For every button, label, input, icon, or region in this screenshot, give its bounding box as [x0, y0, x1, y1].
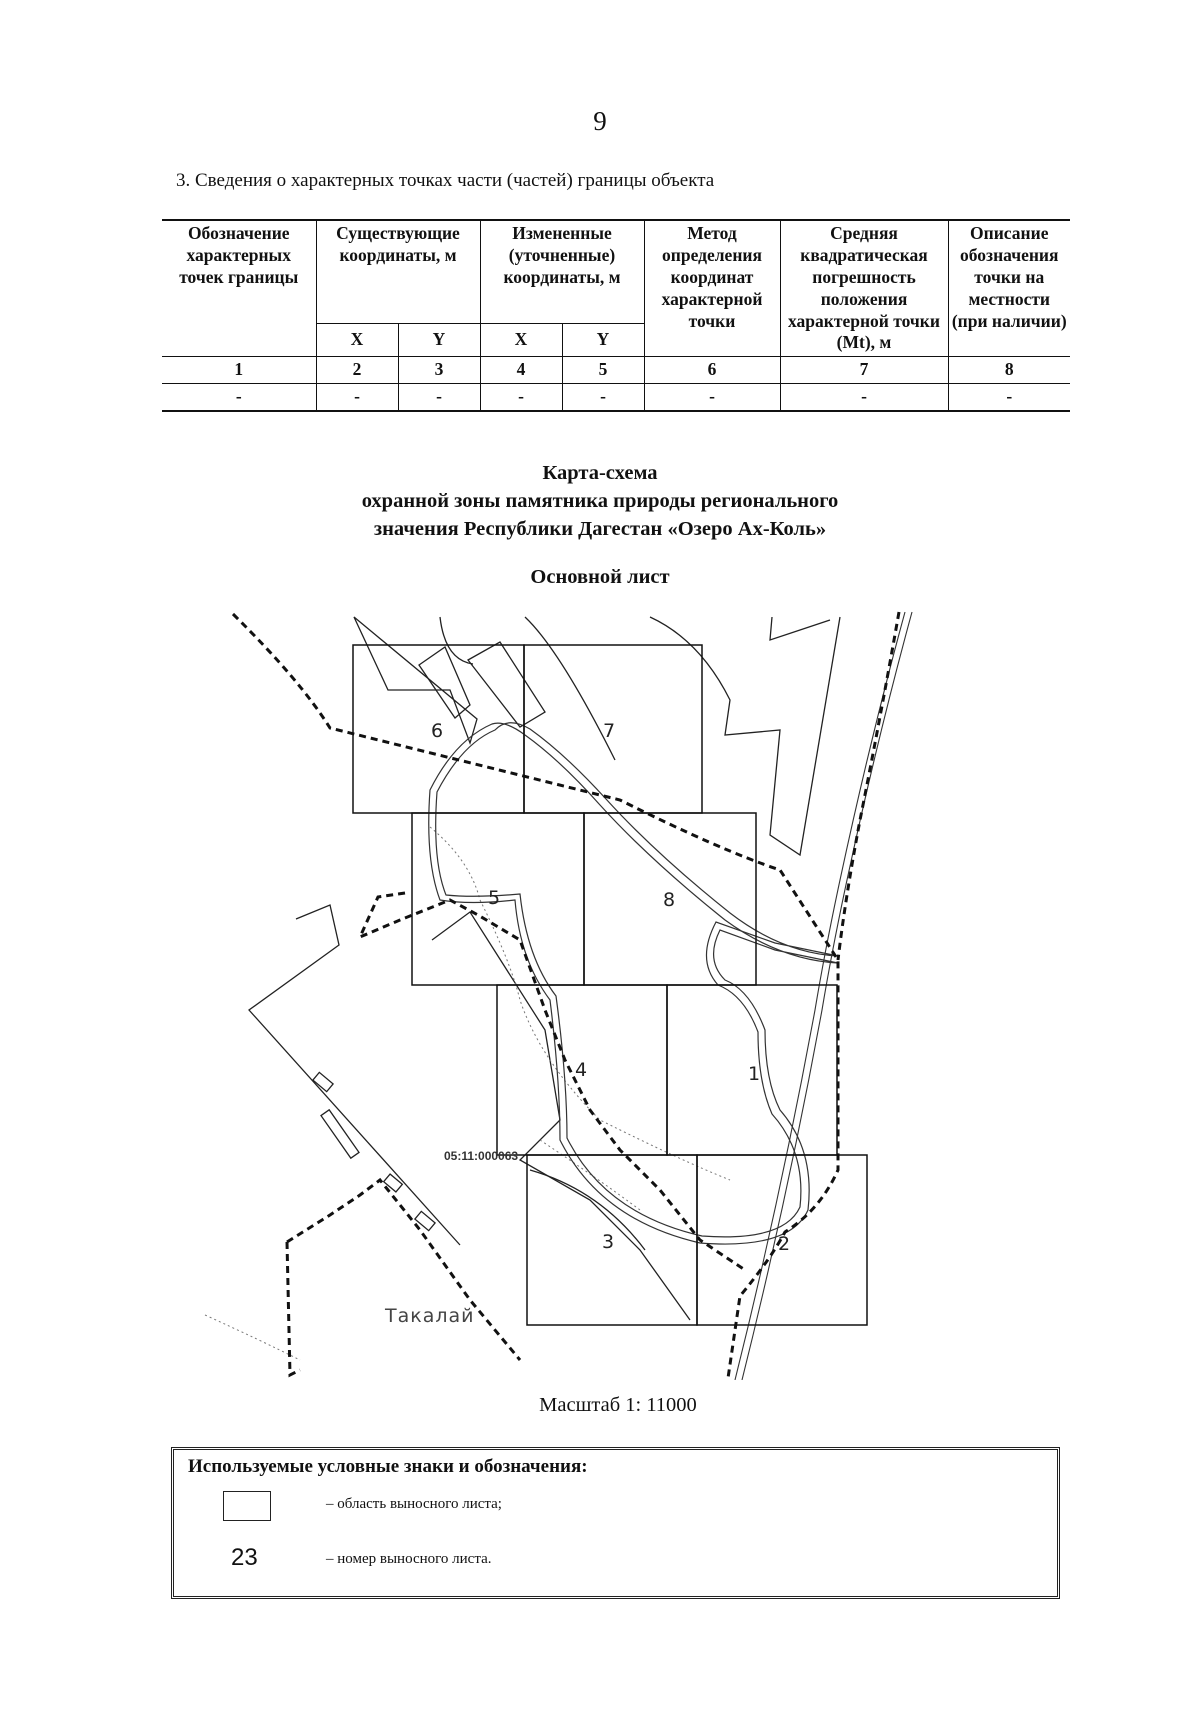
header-point-designation: Обозначение характерных точек границы: [162, 220, 316, 357]
legend-item-sheet-area: – область выносного листа;: [326, 1496, 502, 1512]
column-number: 4: [480, 357, 562, 384]
column-number: 5: [562, 357, 644, 384]
legend-title: Используемые условные знаки и обозначения:: [188, 1456, 588, 1477]
table-cell: -: [480, 384, 562, 411]
header-existing-y: Y: [398, 324, 480, 357]
building-outlines: [313, 1072, 435, 1230]
table-cell: -: [780, 384, 948, 411]
column-number: 2: [316, 357, 398, 384]
map-scale: Масштаб 1: 11000: [539, 1394, 697, 1416]
header-changed-y: Y: [562, 324, 644, 357]
section-heading: 3. Сведения о характерных точках части (частей) границы объекта: [176, 170, 715, 191]
sheet-number-7: 7: [603, 720, 616, 742]
table-cell: -: [644, 384, 780, 411]
sheet-label: Основной лист: [530, 566, 670, 588]
lake-boundary: [429, 723, 838, 1244]
column-number: 6: [644, 357, 780, 384]
boundary-points-table: [162, 219, 1070, 412]
sheet-number-8: 8: [663, 889, 676, 911]
protected-zone-boundary: [233, 612, 899, 1380]
table-header-row: [162, 220, 1070, 324]
table-cell: -: [162, 384, 316, 411]
sheet-number-2: 2: [778, 1233, 791, 1255]
table-cell: -: [562, 384, 644, 411]
map-title-line2: охранной зоны памятника природы регионального: [361, 490, 839, 512]
sheet-number-1: 1: [748, 1063, 761, 1085]
column-number: 8: [948, 357, 1070, 384]
header-changed-x: X: [480, 324, 562, 357]
sheet-number-4: 4: [575, 1059, 588, 1081]
legend-item-sheet-number: – номер выносного листа.: [326, 1551, 492, 1567]
column-number: 1: [162, 357, 316, 384]
header-error: Средняя квадратическая погрешность положения характерной точки (Mt), м: [780, 220, 948, 357]
header-existing-x: X: [316, 324, 398, 357]
legend-sheet-number-symbol: 23: [231, 1544, 258, 1571]
header-changed-coords: Измененные (уточненные) координаты, м: [480, 220, 644, 324]
sheet-number-3: 3: [602, 1231, 615, 1253]
column-number: 3: [398, 357, 480, 384]
legend: [171, 1447, 1060, 1599]
table-cell: -: [398, 384, 480, 411]
scheme-map: [0, 600, 1200, 1380]
table-numbering-row: [162, 357, 1070, 384]
table-cell: -: [948, 384, 1070, 411]
sheet-number-labels: [431, 720, 790, 1255]
parcel-lines: [249, 617, 840, 1320]
column-number: 7: [780, 357, 948, 384]
table-row: [162, 384, 1070, 411]
map-title: [0, 459, 1200, 543]
sheet-number-6: 6: [431, 720, 444, 742]
cadastral-number-label: 05:11:000063: [444, 1149, 519, 1163]
legend-sheet-area-symbol: [223, 1491, 271, 1521]
map-title-line3: значения Республики Дагестан «Озеро Ах-Коль»: [373, 518, 827, 540]
table-cell: -: [316, 384, 398, 411]
map-title-line1: Карта-схема: [542, 462, 658, 484]
place-name-label: Такалай: [385, 1305, 475, 1327]
header-existing-coords: Существующие координаты, м: [316, 220, 480, 324]
page-number: 9: [593, 106, 607, 136]
road: [735, 612, 912, 1380]
sheet-number-5: 5: [488, 887, 501, 909]
header-description: Описание обозначения точки на местности (при наличии): [948, 220, 1070, 357]
dotted-field-lines: [205, 827, 730, 1360]
header-method: Метод определения координат характерной точки: [644, 220, 780, 357]
